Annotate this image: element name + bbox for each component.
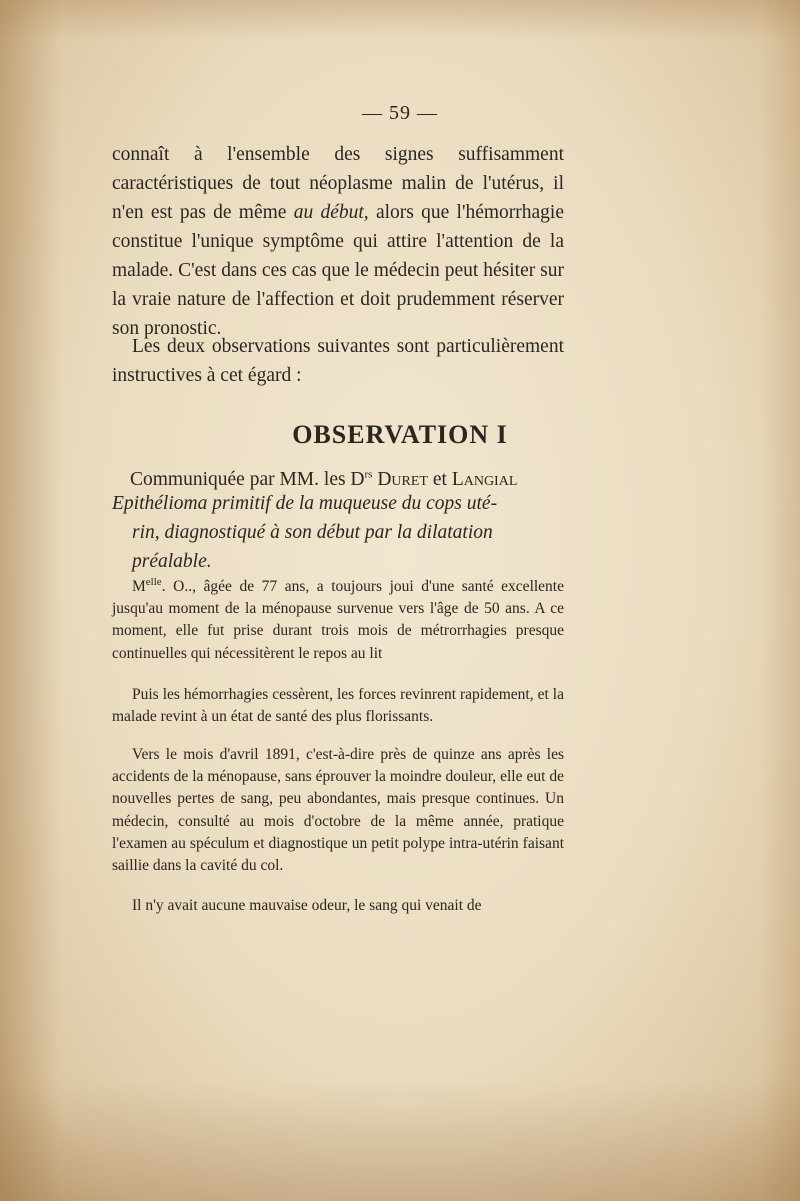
author-langial: Langial <box>451 469 518 490</box>
subtitle-line1: Epithélioma primitif de la muqueuse du cops uté- <box>112 493 498 514</box>
communique-and: et <box>427 469 452 490</box>
observation-subtitle <box>112 489 564 576</box>
case-prefix: M <box>132 578 146 595</box>
observation-heading: OBSERVATION I <box>292 420 508 449</box>
page-stain-right <box>760 0 800 1201</box>
author-duret: Duret <box>377 469 428 490</box>
subtitle-rest: rin, diagnostiqué à son début par la dilatation préalable. <box>132 522 493 572</box>
page-number: — 59 — <box>362 102 438 124</box>
paragraph-observations-intro: Les deux observations suivantes sont particulièrement instructives à cet égard : <box>112 336 564 386</box>
case-paragraph-1-text: . O.., âgée de 77 ans, a toujours joui d'une santé excellente jusqu'au moment de la ménopause survenue vers l'âge de 50 ans. A ce moment, elle fut prise durant trois mois de métrorrhagies presque continuelles qui nécessitèrent le repos au lit <box>112 578 564 662</box>
case-prefix-sup: elle <box>145 575 162 588</box>
page-stain-left <box>0 0 60 1201</box>
page-stain-top <box>0 0 800 40</box>
page-stain-bottom <box>0 1081 800 1201</box>
paragraph-intro-emphasis: au début, <box>293 202 369 223</box>
communique-prefix: Communiquée par MM. les D <box>130 469 365 490</box>
case-paragraph-1 <box>112 576 564 665</box>
paragraph-intro-text: connaît à l'ensemble des signes suffisamment caractéristiques de tout néoplasme malin de l'utérus, il n'en est pas de même <box>112 144 564 223</box>
case-paragraph-2: Puis les hémorrhagies cessèrent, les forces revinrent rapidement, et la malade revint à un état de santé des plus florissants. <box>112 686 564 726</box>
communique-sup: rs <box>364 468 373 481</box>
case-paragraph-4: Il n'y avait aucune mauvaise odeur, le sang qui venait de <box>132 897 482 914</box>
case-paragraph-3: Vers le mois d'avril 1891, c'est-à-dire près de quinze ans après les accidents de la ménopause, sans éprouver la moindre douleur, elle eut de nouvelles pertes de sang, peu abondantes, mais presque continues. Un médecin, consulté au mois d'octobre de la même année, pratique l'examen au spéculum et diagnostique un petit polype intra-utérin faisant saillie dans la cavité du col. <box>112 746 564 875</box>
paragraph-intro-rest: alors que l'hémorrhagie constitue l'unique symptôme qui attire l'attention de la malade. C'est dans ces cas que le médecin peut hésiter sur la vraie nature de l'affection et doit prudemment réserver son pronostic. <box>112 202 564 339</box>
paragraph-intro <box>112 140 564 343</box>
